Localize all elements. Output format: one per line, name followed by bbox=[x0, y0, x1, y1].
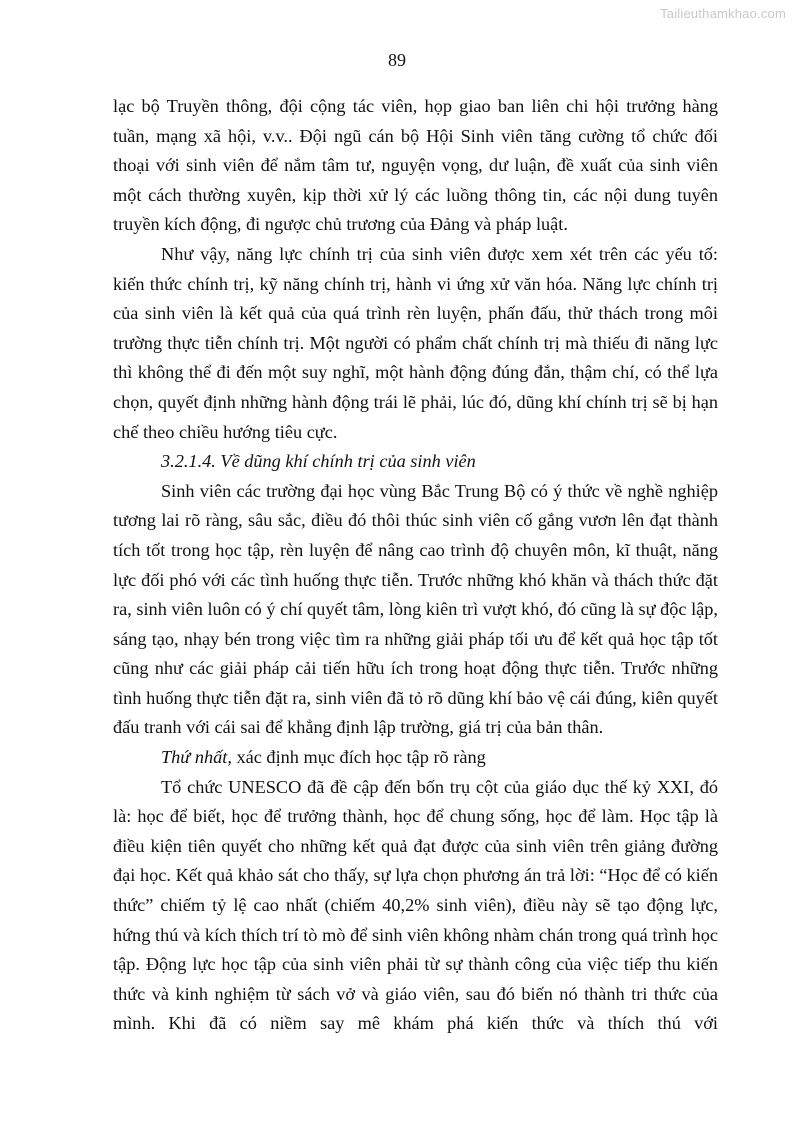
subheading bbox=[113, 743, 718, 773]
paragraph: Tổ chức UNESCO đã đề cập đến bốn trụ cột của giáo dục thế kỷ XXI, đó là: học để biết, học để trưởng thành, học để chung sống, học để làm. Học tập là điều kiện tiên quyết cho những kết quả đạt được của sinh viên trên giảng đường đại học. Kết quả khảo sát cho thấy, sự lựa chọn phương án trả lời: “Học để có kiến thức” chiếm tỷ lệ cao nhất (chiếm 40,2% sinh viên), điều này sẽ tạo động lực, hứng thú và kích thích trí tò mò để sinh viên không nhàm chán trong quá trình học tập. Động lực học tập của sinh viên phải từ sự thành công của việc tiếp thu kiến thức và kinh nghiệm từ sách vở và giáo viên, sau đó biến nó thành tri thức của mình. Khi đã có niềm say mê khám phá kiến thức và thích thú với bbox=[113, 776, 718, 1034]
subheading-lead: Thứ nhất, bbox=[161, 747, 232, 768]
page-number: 89 bbox=[388, 50, 406, 70]
document-body bbox=[113, 92, 718, 1039]
watermark: Tailieuthamkhao.com bbox=[660, 6, 786, 21]
paragraph: Như vậy, năng lực chính trị của sinh viên được xem xét trên các yếu tố: kiến thức chính trị, kỹ năng chính trị, hành vi ứng xử văn hóa. Năng lực chính trị của sinh viên là kết quả của quá trình rèn luyện, phấn đấu, thử thách trong môi trường thực tiễn chính trị. Một người có phẩm chất chính trị mà thiếu đi năng lực thì không thể đi đến một suy nghĩ, một hành động đúng đắn, thậm chí, có thể lựa chọn, quyết định những hành động trái lẽ phải, lúc đó, dũng khí chính trị sẽ bị hạn chế theo chiều hướng tiêu cực. bbox=[113, 243, 718, 442]
section-heading: 3.2.1.4. Về dũng khí chính trị của sinh viên bbox=[161, 451, 476, 472]
paragraph-continuation: lạc bộ Truyền thông, đội cộng tác viên, họp giao ban liên chi hội trưởng hàng tuần, mạng xã hội, v.v.. Đội ngũ cán bộ Hội Sinh viên tăng cường tổ chức đối thoại với sinh viên để nắm tâm tư, nguyện vọng, dư luận, đề xuất của sinh viên một cách thường xuyên, kịp thời xử lý các luồng thông tin, các nội dung tuyên truyền kích động, đi ngược chủ trương của Đảng và pháp luật. bbox=[113, 96, 718, 235]
paragraph: Sinh viên các trường đại học vùng Bắc Trung Bộ có ý thức về nghề nghiệp tương lai rõ ràng, sâu sắc, điều đó thôi thúc sinh viên cố gắng vươn lên đạt thành tích tốt trong học tập, rèn luyện để nâng cao trình độ chuyên môn, kĩ thuật, năng lực đối phó với các tình huống thực tiễn. Trước những khó khăn và thách thức đặt ra, sinh viên luôn có ý chí quyết tâm, lòng kiên trì vượt khó, đó cũng là sự độc lập, sáng tạo, nhạy bén trong việc tìm ra những giải pháp tối ưu để kết quả học tập tốt cũng như các giải pháp cải tiến hữu ích trong hoạt động thực tiễn. Trước những tình huống thực tiễn đặt ra, sinh viên đã tỏ rõ dũng khí bảo vệ cái đúng, kiên quyết đấu tranh với cái sai để khẳng định lập trường, giá trị của bản thân. bbox=[113, 480, 718, 738]
subheading-text: xác định mục đích học tập rõ ràng bbox=[231, 747, 486, 768]
